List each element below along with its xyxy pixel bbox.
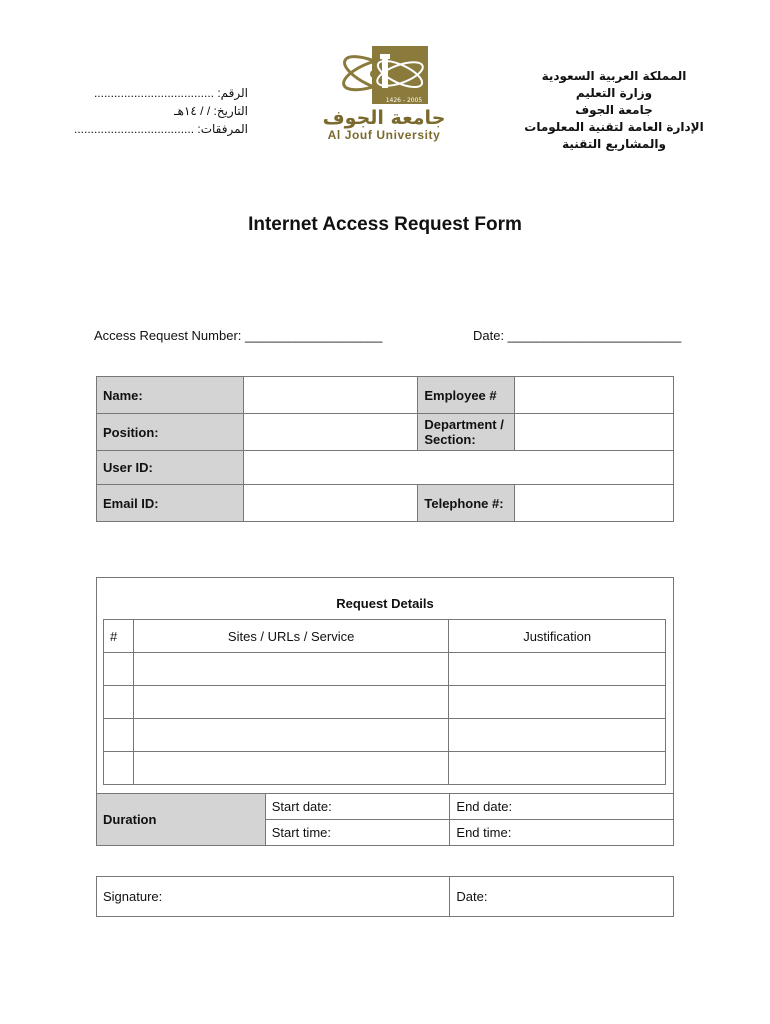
name-input[interactable] [243, 377, 418, 414]
request-details-table [103, 619, 666, 785]
logo-english-name: Al Jouf University [327, 128, 441, 142]
reference-number-line: الرقم: .................................... [93, 86, 248, 100]
justification-cell[interactable] [449, 752, 666, 785]
row-number-cell[interactable] [104, 752, 134, 785]
form-title: Internet Access Request Form [248, 214, 522, 235]
table-row [104, 653, 666, 686]
request-details-title: Request Details [336, 596, 434, 611]
row-number-cell[interactable] [104, 653, 134, 686]
user-id-label: User ID: [97, 451, 244, 485]
position-input[interactable] [243, 414, 418, 451]
sites-cell[interactable] [133, 719, 448, 752]
end-date-field[interactable]: End date: [450, 794, 674, 820]
telephone-input[interactable] [515, 485, 674, 522]
header-institution-block [494, 68, 734, 153]
table-row [104, 752, 666, 785]
institution-line-3: جامعة الجوف [575, 103, 653, 117]
employee-info-table [96, 376, 674, 522]
signature-field[interactable]: Signature: [97, 877, 450, 917]
institution-line-2: وزارة التعليم [575, 86, 653, 100]
table-row [104, 686, 666, 719]
row-number-cell[interactable] [104, 686, 134, 719]
row-number-cell[interactable] [104, 719, 134, 752]
justification-cell[interactable] [449, 686, 666, 719]
access-request-number-field[interactable]: Access Request Number: ___________________ [94, 328, 383, 343]
institution-line-1: المملكة العربية السعودية [541, 69, 687, 83]
duration-table [96, 793, 674, 846]
department-input[interactable] [515, 414, 674, 451]
col-justification-header: Justification [449, 620, 666, 653]
col-sites-header: Sites / URLs / Service [133, 620, 448, 653]
start-time-field[interactable]: Start time: [265, 820, 450, 846]
employee-number-input[interactable] [515, 377, 674, 414]
institution-line-4: الإدارة العامة لتقنية المعلومات والمشاريع التقنية [524, 120, 704, 151]
logo-year: 1426 - 2005 [385, 97, 423, 104]
employee-number-label: Employee # [418, 377, 515, 414]
justification-cell[interactable] [449, 719, 666, 752]
department-label: Department / Section: [418, 414, 515, 451]
sites-cell[interactable] [133, 686, 448, 719]
reference-attachments-line: المرفقات: .................................... [74, 122, 248, 136]
name-label: Name: [97, 377, 244, 414]
email-id-input[interactable] [243, 485, 418, 522]
table-row [104, 719, 666, 752]
end-time-field[interactable]: End time: [450, 820, 674, 846]
signature-date-field[interactable]: Date: [450, 877, 674, 917]
duration-label: Duration [97, 794, 266, 846]
request-date-field[interactable]: Date: ________________________ [473, 328, 682, 343]
user-id-input[interactable] [243, 451, 673, 485]
email-id-label: Email ID: [97, 485, 244, 522]
sites-cell[interactable] [133, 653, 448, 686]
position-label: Position: [97, 414, 244, 451]
telephone-label: Telephone #: [418, 485, 515, 522]
justification-cell[interactable] [449, 653, 666, 686]
signature-table [96, 876, 674, 917]
col-number-header: # [104, 620, 134, 653]
start-date-field[interactable]: Start date: [265, 794, 450, 820]
sites-cell[interactable] [133, 752, 448, 785]
header-reference-block [58, 84, 248, 138]
logo-arabic-name: جامعة الجوف [322, 107, 446, 129]
reference-date-line: التاريخ: / / ١٤هـ [174, 104, 248, 118]
